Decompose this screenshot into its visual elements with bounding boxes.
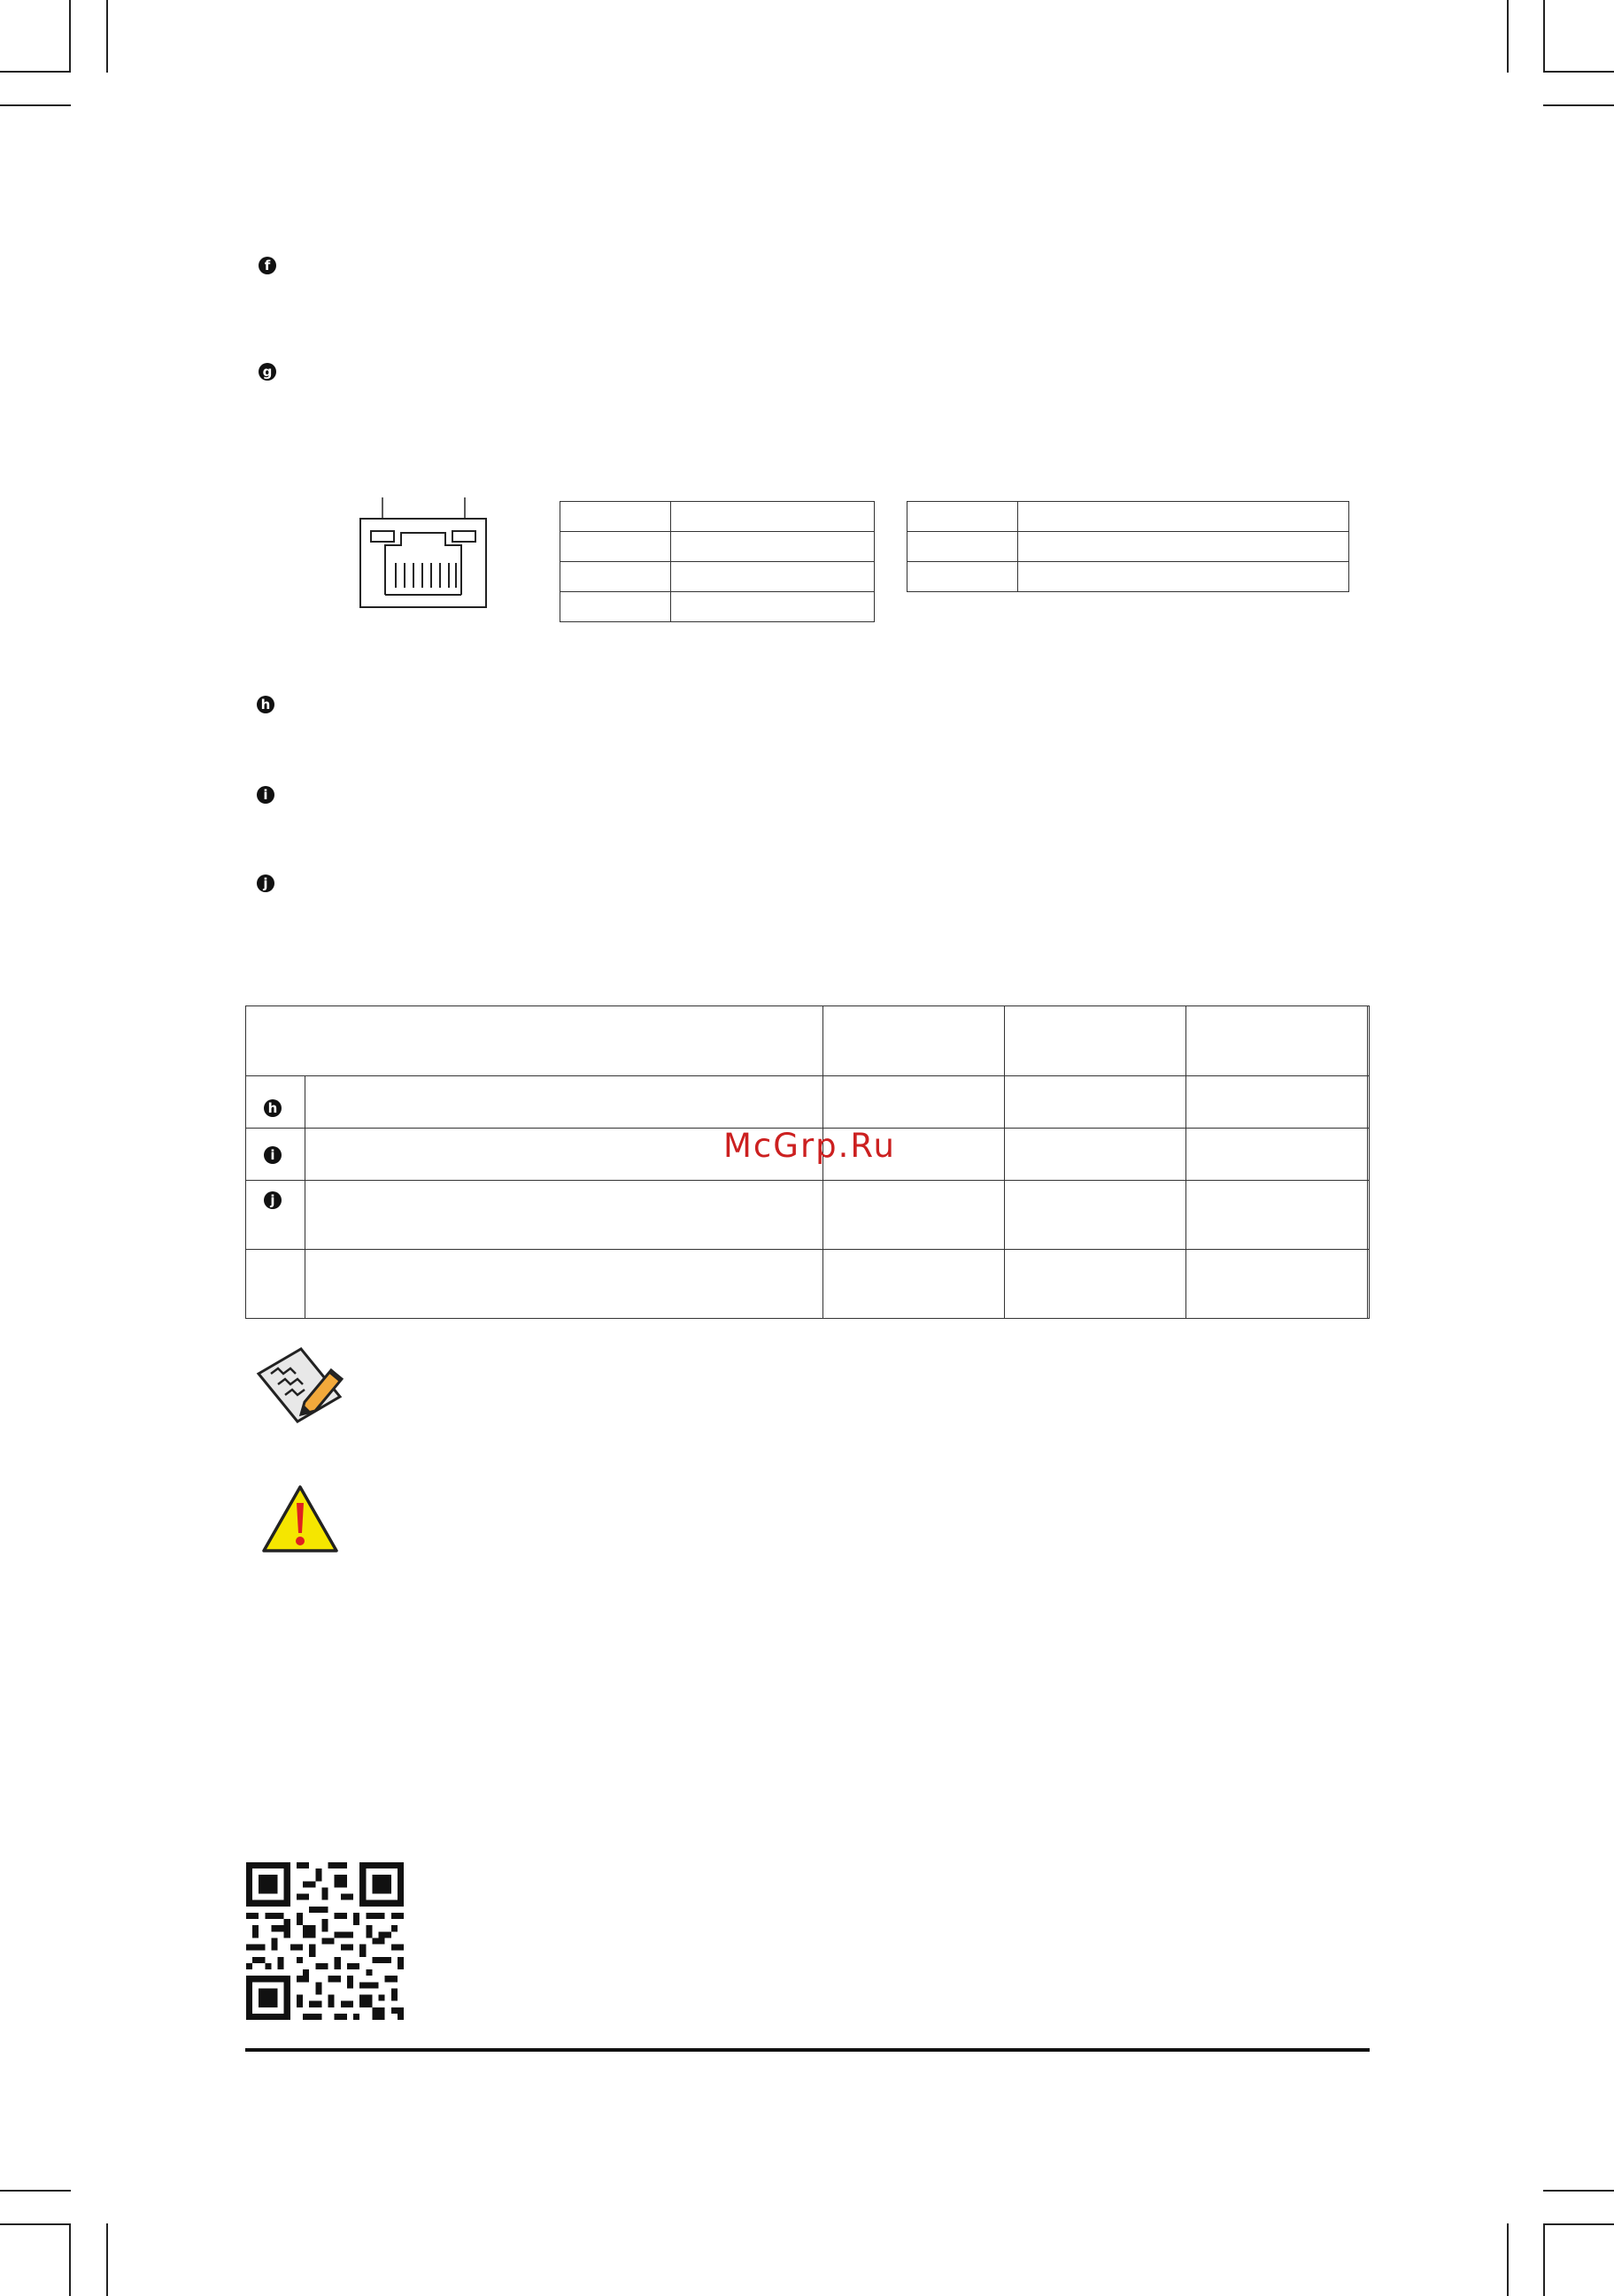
- crop-mark: [1543, 0, 1545, 73]
- led-table-right: [907, 501, 1349, 592]
- crop-mark: [0, 71, 71, 73]
- watermark: McGrp.Ru: [723, 1127, 896, 1165]
- table-row: [907, 562, 1349, 592]
- table-row: [246, 1250, 1370, 1319]
- table-row: [907, 502, 1349, 532]
- warning-icon: [260, 1483, 340, 1554]
- crop-mark: [0, 2190, 71, 2192]
- qr-code: [246, 1862, 404, 2020]
- crop-mark: [0, 104, 71, 106]
- crop-mark: [1543, 2223, 1545, 2296]
- crop-mark: [106, 0, 108, 73]
- crop-mark: [106, 2223, 108, 2296]
- table-row: [560, 592, 875, 622]
- crop-mark: [69, 2223, 71, 2296]
- row-bullet-i: i: [264, 1146, 282, 1164]
- bullet-g: g: [259, 363, 276, 381]
- table-row: [246, 1181, 1370, 1250]
- crop-mark: [1543, 2190, 1614, 2192]
- led-table-left: [560, 501, 875, 622]
- crop-mark: [1507, 2223, 1509, 2296]
- table-row: [560, 562, 875, 592]
- table-row: [907, 532, 1349, 562]
- table-header-row: [246, 1006, 1370, 1076]
- crop-mark: [1543, 2223, 1614, 2225]
- row-bullet-j: j: [264, 1191, 282, 1209]
- crop-mark: [1543, 71, 1614, 73]
- table-row: [560, 532, 875, 562]
- note-icon: [255, 1344, 347, 1423]
- bullet-j: j: [257, 874, 274, 892]
- rj45-port-diagram: [359, 496, 491, 611]
- footer-rule: [245, 2048, 1370, 2052]
- crop-mark: [1507, 0, 1509, 73]
- bullet-h: h: [257, 696, 274, 713]
- row-bullet-h: h: [264, 1099, 282, 1117]
- bullet-f: f: [259, 257, 276, 274]
- crop-mark: [0, 2223, 71, 2225]
- bullet-i: i: [257, 786, 274, 804]
- crop-mark: [69, 0, 71, 73]
- table-row: [560, 502, 875, 532]
- crop-mark: [1543, 104, 1614, 106]
- table-row: [246, 1076, 1370, 1129]
